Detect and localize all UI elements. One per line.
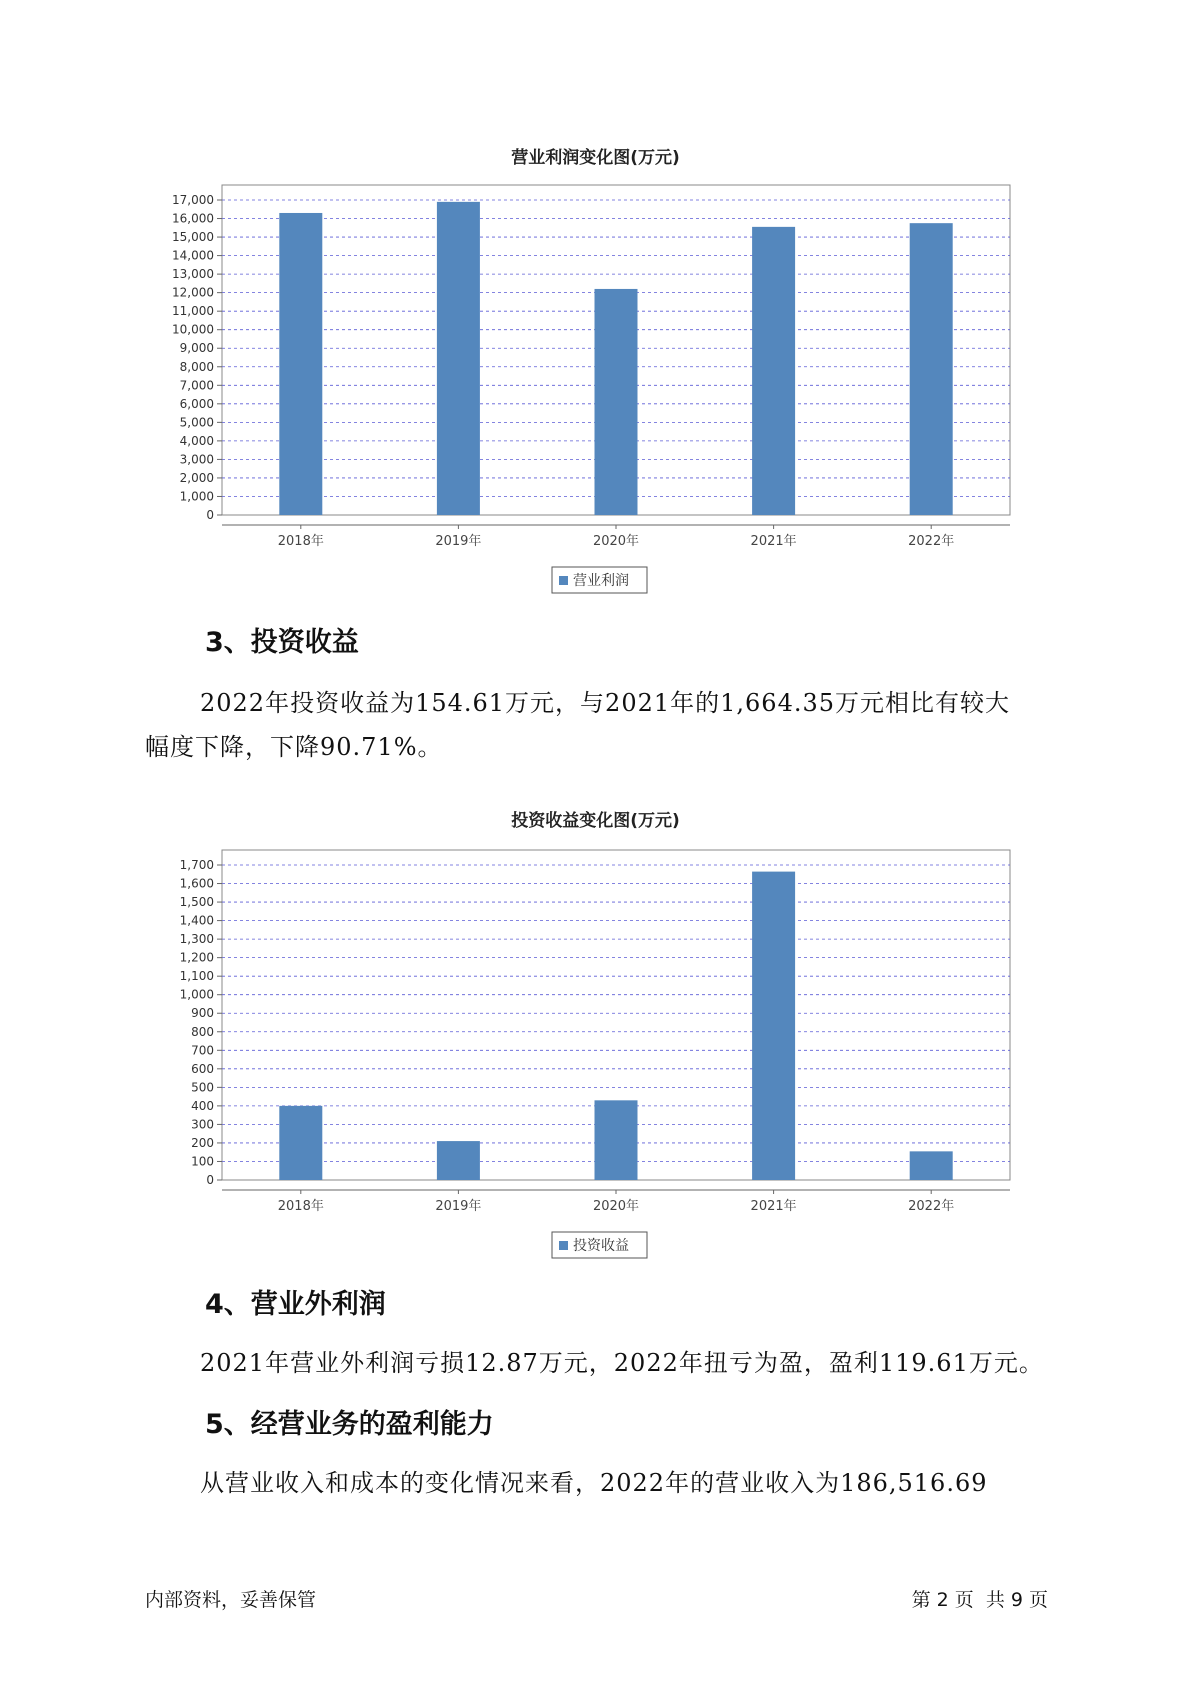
bar-2022年 [910,223,953,515]
y-tick-label: 500 [191,1080,214,1095]
section-4-heading: 4、营业外利润 [205,1289,386,1320]
investment-income-chart [0,830,1191,1260]
y-tick-label: 13,000 [172,267,214,282]
bar-2022年 [910,1151,953,1180]
y-tick-label: 300 [191,1117,214,1132]
bar-2018年 [279,1106,322,1180]
y-tick-label: 1,600 [179,876,214,891]
y-tick-label: 700 [191,1043,214,1058]
y-tick-label: 6,000 [179,396,214,411]
y-tick-label: 1,500 [179,895,214,910]
y-tick-label: 600 [191,1061,214,1076]
x-tick-label: 2021年 [750,1199,797,1214]
footer-page-number: 第 2 页 共 9 页 [911,1589,1048,1611]
y-tick-label: 15,000 [172,230,214,245]
section-3-heading: 3、投资收益 [205,627,359,658]
bar-2020年 [595,1100,638,1180]
x-tick-label: 2020年 [592,1199,640,1214]
section-5-line-1: 从营业收入和成本的变化情况来看，2022年的营业收入为186,516.69 [200,1469,988,1497]
section-3-line-1: 2022年投资收益为154.61万元，与2021年的1,664.35万元相比有较大 [200,689,1011,717]
section-4-line-1: 2021年营业外利润亏损12.87万元，2022年扭亏为盈，盈利119.61万元。 [200,1349,1044,1377]
y-tick-label: 1,400 [179,913,214,928]
bar-2018年 [279,213,322,515]
bar-2020年 [595,289,638,515]
y-tick-label: 1,000 [179,489,214,504]
y-tick-label: 14,000 [172,248,214,263]
y-tick-label: 9,000 [179,341,214,356]
x-tick-label: 2020年 [592,534,640,549]
bar-2019年 [437,1141,480,1180]
x-tick-label: 2019年 [435,534,482,549]
y-tick-label: 400 [191,1098,214,1113]
y-tick-label: 100 [191,1154,214,1169]
y-tick-label: 8,000 [179,359,214,374]
x-tick-label: 2022年 [908,1199,955,1214]
x-tick-label: 2021年 [750,534,797,549]
y-tick-label: 1,200 [179,950,214,965]
y-tick-label: 0 [206,508,214,522]
y-tick-label: 1,100 [179,969,214,984]
legend-label: 营业利润 [573,573,629,589]
y-tick-label: 2,000 [179,470,214,485]
y-tick-label: 3,000 [179,452,214,467]
y-tick-label: 4,000 [179,433,214,448]
operating-profit-chart [0,165,1191,595]
legend-swatch [559,576,568,585]
x-tick-label: 2018年 [277,534,324,549]
x-tick-label: 2018年 [277,1199,324,1214]
section-5-heading: 5、经营业务的盈利能力 [205,1409,494,1440]
bar-2021年 [752,872,795,1180]
y-tick-label: 16,000 [172,211,214,226]
legend-label: 投资收益 [573,1238,629,1254]
y-tick-label: 12,000 [172,285,214,300]
y-tick-label: 17,000 [172,193,214,207]
chart2-title: 投资收益变化图(万元) [511,811,680,831]
y-tick-label: 1,700 [179,858,214,872]
bar-2019年 [437,202,480,515]
y-tick-label: 0 [206,1173,214,1187]
y-tick-label: 11,000 [172,304,214,319]
x-tick-label: 2019年 [435,1199,482,1214]
chart1-title: 营业利润变化图(万元) [511,148,680,168]
y-tick-label: 10,000 [172,322,214,337]
bar-2021年 [752,227,795,515]
y-tick-label: 900 [191,1006,214,1021]
section-3-line-2: 幅度下降，下降90.71%。 [145,733,443,761]
y-tick-label: 1,300 [179,932,214,947]
y-tick-label: 1,000 [179,987,214,1002]
y-tick-label: 800 [191,1024,214,1039]
legend-swatch [559,1241,568,1250]
x-tick-label: 2022年 [908,534,955,549]
y-tick-label: 7,000 [179,378,214,393]
y-tick-label: 200 [191,1135,214,1150]
footer-confidential-note: 内部资料，妥善保管 [145,1589,317,1611]
y-tick-label: 5,000 [179,415,214,430]
